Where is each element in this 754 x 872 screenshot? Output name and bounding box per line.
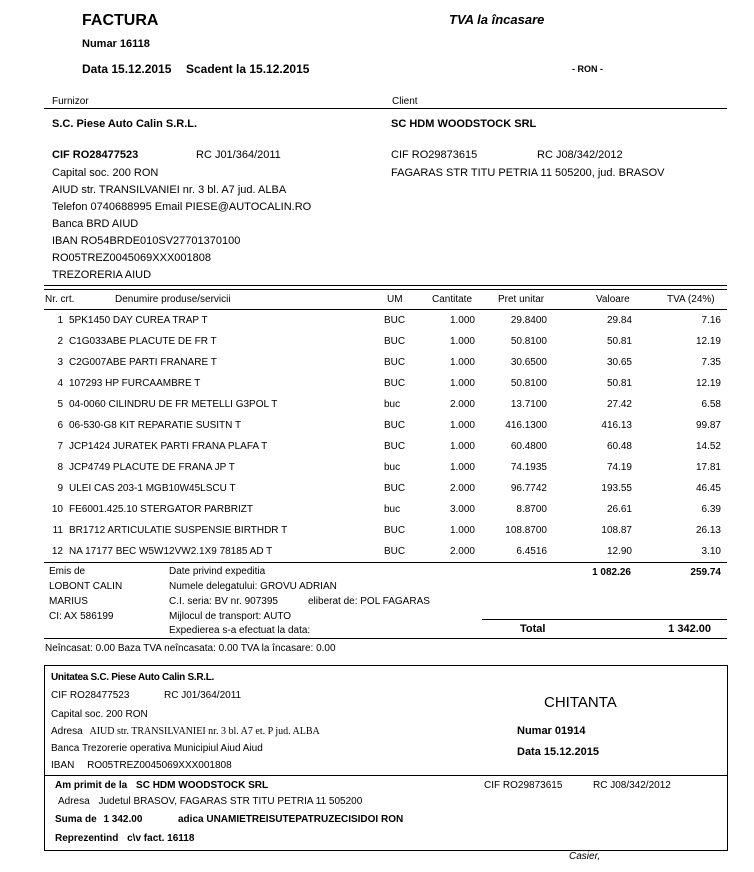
- row-um: BUC: [384, 525, 406, 536]
- row-unit-price: 50.8100: [510, 336, 547, 347]
- receipt-unit: Unitatea S.C. Piese Auto Calin S.R.L.: [51, 672, 215, 683]
- supplier-name: S.C. Piese Auto Calin S.R.L.: [52, 118, 198, 130]
- row-um: BUC: [384, 483, 406, 494]
- row-unit-price: 13.7100: [510, 399, 547, 410]
- row-um: BUC: [384, 315, 406, 326]
- row-um: buc: [384, 399, 401, 410]
- supplier-contact: Telefon 0740688995 Email PIESE@AUTOCALIN.RO: [52, 201, 312, 213]
- divider: [44, 309, 727, 310]
- row-um: BUC: [384, 546, 406, 557]
- receipt-cif: CIF RO28477523: [51, 690, 130, 701]
- row-quantity: 1.000: [449, 525, 475, 536]
- row-product-name: JCP1424 JURATEK PARTI FRANA PLAFA T: [69, 441, 268, 452]
- row-number: 12: [51, 546, 63, 557]
- row-value: 30.65: [606, 357, 632, 368]
- subtotal-value: 1 082.26: [592, 567, 631, 578]
- table-row: [0, 462, 754, 478]
- row-tva: 14.52: [695, 441, 721, 452]
- row-product-name: 04-0060 CILINDRU DE FR METELLI G3POL T: [69, 399, 278, 410]
- uncollected-summary: Neîncasat: 0.00 Baza TVA neîncasata: 0.00 TVA la încasare: 0.00: [45, 643, 336, 654]
- row-tva: 6.39: [701, 504, 721, 515]
- row-number: 7: [57, 441, 63, 452]
- row-tva: 3.10: [701, 546, 721, 557]
- table-row: [0, 420, 754, 436]
- divider: [44, 285, 727, 286]
- row-tva: 26.13: [695, 525, 721, 536]
- currency-label: - RON -: [572, 64, 603, 74]
- receipt-iban: [51, 760, 232, 771]
- supplier-capital: Capital soc. 200 RON: [52, 167, 159, 179]
- row-number: 10: [51, 504, 63, 515]
- row-quantity: 1.000: [449, 336, 475, 347]
- table-row: [0, 399, 754, 415]
- row-value: 74.19: [606, 462, 632, 473]
- row-value: 26.61: [606, 504, 632, 515]
- col-price: Pret unitar: [498, 294, 545, 305]
- receipt-rc: RC J01/364/2011: [164, 690, 242, 701]
- table-row: [0, 336, 754, 352]
- issued-by-label: Emis de: [49, 566, 86, 577]
- table-row: [0, 525, 754, 541]
- col-qty: Cantitate: [432, 294, 473, 305]
- row-um: buc: [384, 462, 401, 473]
- transport-method: Mijlocul de transport: AUTO: [169, 611, 292, 622]
- row-product-name: JCP4749 PLACUTE DE FRANA JP T: [69, 462, 235, 473]
- table-row: [0, 504, 754, 520]
- row-quantity: 2.000: [449, 399, 475, 410]
- client-cif: CIF RO29873615: [391, 149, 478, 161]
- row-unit-price: 416.1300: [505, 420, 547, 431]
- supplier-treasury: TREZORERIA AIUD: [52, 269, 152, 281]
- client-section-label: Client: [392, 96, 418, 107]
- row-quantity: 2.000: [449, 483, 475, 494]
- supplier-address: AIUD str. TRANSILVANIEI nr. 3 bl. A7 jud. ALBA: [52, 184, 287, 196]
- total-label: Total: [520, 623, 546, 635]
- row-tva: 99.87: [695, 420, 721, 431]
- divider: [44, 562, 727, 563]
- divider: [482, 619, 727, 620]
- row-value: 60.48: [606, 441, 632, 452]
- receipt-iban-value: RO05TREZ0045069XXX001808: [87, 760, 232, 771]
- row-product-name: 5PK1450 DAY CUREA TRAP T: [69, 315, 208, 326]
- row-number: 1: [57, 315, 63, 326]
- table-row: [0, 441, 754, 457]
- row-value: 50.81: [606, 336, 632, 347]
- row-number: 5: [57, 399, 63, 410]
- row-number: 8: [57, 462, 63, 473]
- row-um: BUC: [384, 441, 406, 452]
- representing-value: c\v fact. 16118: [127, 833, 195, 844]
- row-unit-price: 74.1935: [510, 462, 547, 473]
- table-row: [0, 378, 754, 394]
- supplier-iban: IBAN RO54BRDE010SV27701370100: [52, 235, 241, 247]
- receipt-address-value: AIUD str. TRANSILVANIEI nr. 3 bl. A7 et. P jud. ALBA: [89, 726, 320, 737]
- row-product-name: C2G007ABE PARTI FRANARE T: [69, 357, 217, 368]
- receipt-bank: Banca Trezorerie operativa Municipiul Aiud Aiud: [51, 743, 263, 754]
- row-number: 6: [57, 420, 63, 431]
- representing: Reprezentind c\v fact. 16118: [55, 833, 195, 844]
- payer-address: [58, 796, 362, 807]
- received-from-label: Am primit de la: [55, 780, 128, 791]
- supplier-cif: CIF RO28477523: [52, 149, 139, 161]
- row-tva: 12.19: [695, 378, 721, 389]
- row-quantity: 1.000: [449, 357, 475, 368]
- row-unit-price: 6.4516: [516, 546, 547, 557]
- issuer-name-2: MARIUS: [49, 596, 88, 607]
- row-unit-price: 50.8100: [510, 378, 547, 389]
- col-nr: Nr. crt.: [45, 294, 75, 305]
- table-row: [0, 483, 754, 499]
- row-tva: 12.19: [695, 336, 721, 347]
- row-tva: 17.81: [695, 462, 721, 473]
- row-product-name: C1G033ABE PLACUTE DE FR T: [69, 336, 217, 347]
- row-number: 2: [57, 336, 63, 347]
- supplier-iban-2: RO05TREZ0045069XXX001808: [52, 252, 211, 264]
- row-um: buc: [384, 504, 401, 515]
- row-tva: 6.58: [701, 399, 721, 410]
- tva-mode-label: TVA la încasare: [449, 12, 545, 27]
- row-tva: 7.35: [701, 357, 721, 368]
- invoice-due-date: Scadent la 15.12.2015: [186, 62, 310, 76]
- row-unit-price: 8.8700: [516, 504, 547, 515]
- row-unit-price: 96.7742: [510, 483, 547, 494]
- row-unit-price: 108.8700: [505, 525, 547, 536]
- row-um: BUC: [384, 378, 406, 389]
- invoice-title: FACTURA: [82, 12, 159, 29]
- receipt-title: CHITANTA: [544, 694, 617, 711]
- row-value: 108.87: [601, 525, 632, 536]
- received-from: [55, 780, 268, 791]
- delegate-ci-issuer: eliberat de: POL FAGARAS: [308, 596, 430, 607]
- divider: [44, 775, 728, 776]
- row-um: BUC: [384, 357, 406, 368]
- client-name: SC HDM WOODSTOCK SRL: [391, 118, 537, 130]
- client-address: FAGARAS STR TITU PETRIA 11 505200, jud. BRASOV: [391, 167, 665, 179]
- receipt-address: [51, 726, 320, 737]
- col-tva: TVA (24%): [667, 294, 715, 305]
- invoice-date: Data 15.12.2015: [82, 62, 172, 76]
- table-header: [0, 294, 754, 310]
- row-value: 193.55: [601, 483, 632, 494]
- row-um: BUC: [384, 336, 406, 347]
- supplier-rc: RC J01/364/2011: [196, 149, 281, 161]
- row-number: 4: [57, 378, 63, 389]
- row-product-name: ULEI CAS 203-1 MGB10W45LSCU T: [69, 483, 236, 494]
- table-row: [0, 315, 754, 331]
- receipt-iban-label: IBAN: [51, 760, 75, 771]
- row-value: 27.42: [606, 399, 632, 410]
- table-row: [0, 546, 754, 562]
- cashier-label: Casier,: [569, 851, 601, 862]
- supplier-bank: Banca BRD AIUD: [52, 218, 139, 230]
- row-quantity: 1.000: [449, 462, 475, 473]
- row-product-name: NA 17177 BEC W5W12VW2.1X9 78185 AD T: [69, 546, 273, 557]
- received-from-value: SC HDM WOODSTOCK SRL: [136, 780, 269, 791]
- row-quantity: 1.000: [449, 378, 475, 389]
- col-value: Valoare: [596, 294, 630, 305]
- total-value: 1 342.00: [668, 623, 711, 635]
- divider: [44, 289, 727, 290]
- shipping-date: Expedierea s-a efectuat la data:: [169, 625, 311, 636]
- receipt-address-label: Adresa: [51, 726, 83, 737]
- row-value: 29.84: [606, 315, 632, 326]
- col-name: Denumire produse/servicii: [115, 294, 231, 305]
- issuer-name-1: LOBONT CALIN: [49, 581, 123, 592]
- table-row: [0, 357, 754, 373]
- sum-words: adica UNAMIETREISUTEPATRUZECISIDOI RON: [178, 814, 404, 825]
- payer-address-value: Judetul BRASOV, FAGARAS STR TITU PETRIA 11 505200: [98, 796, 363, 807]
- row-quantity: 3.000: [449, 504, 475, 515]
- col-um: UM: [387, 294, 403, 305]
- row-product-name: BR1712 ARTICULATIE SUSPENSIE BIRTHDR T: [69, 525, 288, 536]
- receipt-number: Numar 01914: [517, 725, 586, 737]
- row-tva: 7.16: [701, 315, 721, 326]
- row-unit-price: 60.4800: [510, 441, 547, 452]
- client-rc: RC J08/342/2012: [537, 149, 623, 161]
- row-product-name: FE6001.425.10 STERGATOR PARBRIZT: [69, 504, 253, 515]
- delegate-name: Numele delegatului: GROVU ADRIAN: [169, 581, 337, 592]
- row-quantity: 1.000: [449, 315, 475, 326]
- receipt-capital: Capital soc. 200 RON: [51, 709, 148, 720]
- receipt-date: Data 15.12.2015: [517, 746, 599, 758]
- row-value: 416.13: [601, 420, 632, 431]
- delegate-ci: C.I. seria: BV nr. 907395: [169, 596, 278, 607]
- invoice-number: Numar 16118: [82, 38, 150, 50]
- row-product-name: 06-530-G8 KIT REPARATIE SUSITN T: [69, 420, 242, 431]
- subtotal-tva: 259.74: [690, 567, 721, 578]
- payer-rc: RC J08/342/2012: [593, 780, 671, 791]
- payer-address-label: Adresa: [58, 796, 90, 807]
- sum-words-value: UNAMIETREISUTEPATRUZECISIDOI RON: [206, 814, 404, 825]
- row-unit-price: 29.8400: [510, 315, 547, 326]
- row-quantity: 1.000: [449, 441, 475, 452]
- row-unit-price: 30.6500: [510, 357, 547, 368]
- sum-value: 1 342.00: [103, 814, 143, 825]
- row-quantity: 1.000: [449, 420, 475, 431]
- row-number: 3: [57, 357, 63, 368]
- divider: [44, 638, 727, 639]
- supplier-section-label: Furnizor: [52, 96, 89, 107]
- issuer-ci: CI: AX 586199: [49, 611, 114, 622]
- row-number: 11: [52, 525, 63, 536]
- shipping-title: Date privind expeditia: [169, 566, 266, 577]
- row-tva: 46.45: [695, 483, 721, 494]
- row-um: BUC: [384, 420, 406, 431]
- row-value: 12.90: [606, 546, 632, 557]
- row-product-name: 107293 HP FURCAAMBRE T: [69, 378, 201, 389]
- row-quantity: 2.000: [449, 546, 475, 557]
- sum-label: Suma de 1 342.00: [55, 814, 143, 825]
- row-value: 50.81: [606, 378, 632, 389]
- row-number: 9: [57, 483, 63, 494]
- divider: [44, 108, 727, 109]
- payer-cif: CIF RO29873615: [484, 780, 563, 791]
